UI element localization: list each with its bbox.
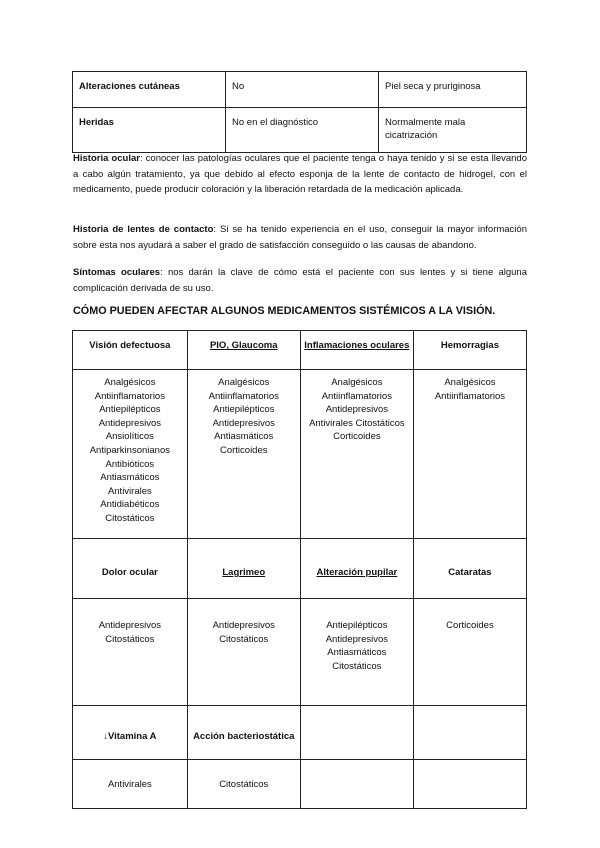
- column-header: Inflamaciones oculares: [300, 331, 413, 370]
- drug-item: Citostáticos: [105, 512, 155, 524]
- drug-list-cell: [187, 599, 300, 706]
- drug-item: Antiinflamatorios: [321, 390, 392, 402]
- drug-list-cell: [300, 599, 413, 706]
- drug-item: Antiinflamatorios: [434, 390, 506, 402]
- drug-item: Antidepresivos: [98, 417, 161, 429]
- table-cell: Normalmente mala cicatrización: [379, 108, 527, 153]
- patient-conditions-table: [72, 71, 527, 153]
- drug-item: Antidepresivos: [212, 417, 275, 429]
- paragraph-title: Síntomas oculares: [73, 267, 161, 278]
- drug-item: Antidepresivos: [212, 620, 275, 631]
- paragraph-ocular-symptoms: [73, 265, 527, 296]
- drug-item: Antiepilépticos: [213, 404, 275, 416]
- drug-item: Antiepilépticos: [99, 404, 161, 416]
- drug-list-cell: [413, 370, 526, 539]
- drug-item: Antidiabéticos: [100, 499, 160, 511]
- drug-item: Antidepresivos: [325, 404, 388, 416]
- drug-item: Citostáticos: [219, 633, 269, 645]
- section-heading: CÓMO PUEDEN AFECTAR ALGUNOS MEDICAMENTOS SISTÉMICOS A LA VISIÓN.: [73, 305, 496, 317]
- drug-cell: Citostáticos: [187, 760, 300, 809]
- drug-item: Analgésicos: [331, 377, 383, 388]
- drug-item: Antiasmáticos: [214, 431, 274, 443]
- table-row: [73, 539, 527, 599]
- column-header: Alteración pupilar: [300, 539, 413, 599]
- drug-item: Analgésicos: [444, 377, 496, 388]
- drug-item: Antivirales Citostáticos: [309, 417, 405, 429]
- table-cell: No en el diagnóstico: [226, 108, 379, 153]
- drug-list-cell: [300, 370, 413, 539]
- drug-item: Antiepilépticos: [326, 620, 388, 631]
- table-row: [73, 599, 527, 706]
- column-header: Hemorragias: [413, 331, 526, 370]
- table-row: [73, 108, 527, 153]
- column-header: Cataratas: [413, 539, 526, 599]
- table-cell: [300, 760, 413, 809]
- paragraph-text: : conocer las patologías oculares que el paciente tenga o haya tenido y si se esta llevando a cabo algún tratamiento, ya que debido al efecto esponja de la lente de contacto de hidrogel, con el medicamento, puede producir coloración y la liberación retardada de la medicación aplicada.: [73, 153, 527, 195]
- drug-list-cell: [73, 370, 188, 539]
- drug-item: Antiasmáticos: [327, 647, 387, 659]
- drug-item: Analgésicos: [218, 377, 270, 388]
- drug-item: Antivirales: [107, 485, 152, 497]
- drug-item: Corticoides: [333, 431, 381, 443]
- drug-item: Citostáticos: [105, 633, 155, 645]
- table-row: [73, 370, 527, 539]
- paragraph-title: Historia ocular: [73, 153, 140, 164]
- drug-cell: Antivirales: [73, 760, 188, 809]
- table-cell: [413, 706, 526, 760]
- drug-item: Antidepresivos: [325, 633, 388, 645]
- table-row: [73, 760, 527, 809]
- paragraph-title: Historia de lentes de contacto: [73, 224, 214, 235]
- column-header: Dolor ocular: [73, 539, 188, 599]
- column-header: Lagrimeo: [187, 539, 300, 599]
- row-label: Alteraciones cutáneas: [73, 72, 226, 108]
- drug-item: Antidepresivos: [98, 620, 161, 631]
- paragraph-contact-lens-history: [73, 222, 527, 253]
- drug-item: Antiparkinsonianos: [89, 444, 170, 456]
- table-row: [73, 706, 527, 760]
- table-cell: No: [226, 72, 379, 108]
- table-row: [73, 331, 527, 370]
- column-header: ↓Vitamina A: [73, 706, 188, 760]
- paragraph-text: : nos darán la clave de cómo está el paciente con sus lentes y si tiene alguna complicación derivada de su uso.: [73, 267, 527, 294]
- drug-item: Antiinflamatorios: [208, 390, 279, 402]
- table-cell: Piel seca y pruriginosa: [379, 72, 527, 108]
- column-header: Acción bacteriostática: [187, 706, 300, 760]
- drug-item: Analgésicos: [104, 377, 156, 388]
- paragraph-text: : Si se ha tenido experiencia en el uso, conseguir la mayor información sobre esta nos ayudará a saber el grado de satisfacción conseguido o las causas de abandono.: [73, 224, 527, 251]
- drug-item: Citostáticos: [332, 660, 382, 672]
- drug-item: Antiinflamatorios: [94, 390, 165, 402]
- column-header: PIO, Glaucoma: [187, 331, 300, 370]
- table-cell: [413, 760, 526, 809]
- table-cell: [300, 706, 413, 760]
- drug-list-cell: [413, 599, 526, 706]
- drug-list-cell: [73, 599, 188, 706]
- paragraph-ocular-history: [73, 151, 527, 198]
- column-header: Visión defectuosa: [73, 331, 188, 370]
- medication-effects-table: [72, 330, 527, 809]
- table-row: [73, 72, 527, 108]
- row-label: Heridas: [73, 108, 226, 153]
- drug-item: Antiasmáticos: [100, 472, 160, 484]
- drug-list-cell: [187, 370, 300, 539]
- drug-item: Corticoides: [219, 444, 268, 456]
- drug-item: Antibióticos: [105, 458, 155, 470]
- drug-item: Ansiolíticos: [105, 431, 154, 443]
- drug-item: Corticoides: [446, 620, 494, 631]
